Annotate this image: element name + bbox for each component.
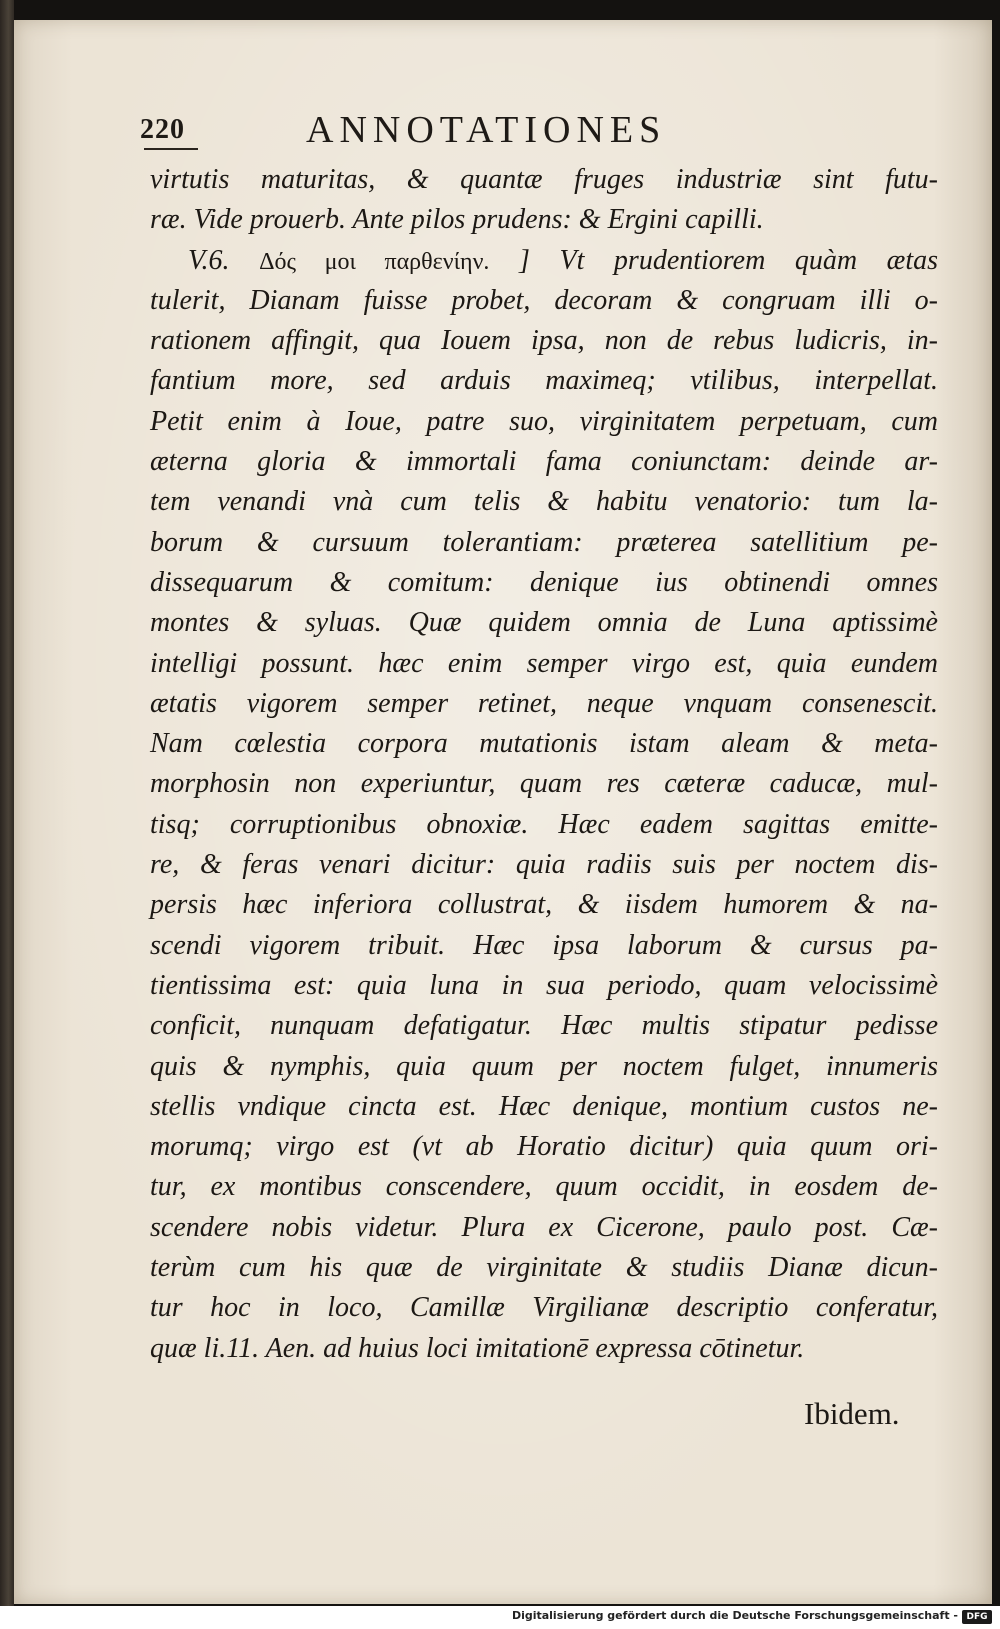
text-line (150, 724, 938, 764)
book-spine-edge (0, 0, 14, 1606)
text-line (150, 563, 938, 603)
text-line (150, 402, 938, 442)
line-text: ræ. Vide prouerb. Ante pilos prudens: & Ergini capilli. (150, 204, 764, 236)
line-text: quæ li.11. Aen. ad huius loci imitationē expressa cōtinetur. (150, 1332, 805, 1364)
text-line (150, 200, 938, 240)
line-text: quis & nymphis, quia quum per noctem fulget, innumeris (150, 1050, 938, 1082)
greek-lemma: Δός μοι παρθενίην. (259, 248, 490, 275)
text-line (150, 966, 938, 1006)
text-line (150, 281, 938, 321)
running-head: ANNOTATIONES (306, 109, 667, 151)
book-page (14, 20, 992, 1604)
text-line (150, 321, 938, 361)
text-line (150, 160, 938, 200)
footer-credit: Digitalisierung gefördert durch die Deutsche Forschungsgemeinschaft - (511, 1609, 958, 1622)
text-line (150, 1047, 938, 1087)
text-line (150, 1248, 938, 1288)
text-line (150, 805, 938, 845)
text-line (150, 644, 938, 684)
text-line (150, 1329, 938, 1369)
line-text: montes & syluas. Quæ quidem omnia de Luna aptissimè (150, 607, 938, 639)
text-line (150, 845, 938, 885)
line-text: Petit enim à Ioue, patre suo, virginitatem perpetuam, cum (150, 405, 938, 437)
line-text: æterna gloria & immortali fama coniunctam: deinde ar- (150, 446, 938, 478)
text-line (150, 1208, 938, 1248)
line-text: tur hoc in loco, Camillæ Virgilianæ descriptio conferatur, (150, 1292, 938, 1324)
text-line (150, 361, 938, 401)
line-text: virtutis maturitas, & quantæ fruges industriæ sint futu- (150, 164, 938, 195)
verse-label: V.6. (188, 244, 230, 276)
text-line (150, 241, 938, 281)
line-text: fantium more, sed arduis maximeq; vtilibus, interpellat. (150, 365, 938, 397)
line-text: borum & cursuum tolerantiam: præterea satellitium pe- (150, 526, 938, 558)
line-text: tem venandi vnà cum telis & habitu venatorio: tum la- (150, 486, 938, 518)
text-line (150, 1288, 938, 1328)
text-line (150, 1006, 938, 1046)
line-text: morumq; virgo est (vt ab Horatio dicitur) quia quum ori- (150, 1131, 938, 1163)
text-line (150, 523, 938, 563)
line-text: tisq; corruptionibus obnoxiæ. Hæc eadem sagittas emitte- (150, 808, 938, 840)
line-text: stellis vndique cincta est. Hæc denique, montium custos ne- (150, 1090, 938, 1122)
line-text: tulerit, Dianam fuisse probet, decoram & congruam illi o- (150, 284, 938, 316)
text-line (150, 885, 938, 925)
page-number-rule (144, 148, 198, 150)
line-text: ætatis vigorem semper retinet, neque vnquam consenescit. (150, 687, 938, 719)
body-text (150, 160, 938, 1369)
line-text: tur, ex montibus conscendere, quum occidit, in eosdem de- (150, 1171, 938, 1203)
line-text: persis hæc inferiora collustrat, & iisdem humorem & na- (150, 889, 938, 921)
text-line (150, 442, 938, 482)
line-text: tientissima est: quia luna in sua periodo, quam velocissimè (150, 969, 938, 1001)
text-line (150, 926, 938, 966)
line-text: re, & feras venari dicitur: quia radiis suis per noctem dis- (150, 849, 938, 881)
text-line (150, 603, 938, 643)
line-text: terùm cum his quæ de virginitate & studiis Dianæ dicun- (150, 1252, 938, 1284)
footer-bar (0, 1606, 1000, 1629)
line-text: rationem affingit, qua Iouem ipsa, non de rebus ludicris, in- (150, 325, 938, 357)
text-line (150, 764, 938, 804)
line-text: intelligi possunt. hæc enim semper virgo est, quia eundem (150, 647, 938, 679)
dfg-logo: DFG (962, 1610, 992, 1624)
line-text: conficit, nunquam defatigatur. Hæc multis stipatur pedisse (150, 1010, 938, 1042)
page-number: 220 (140, 114, 185, 145)
line-text: ] Vt prudentiorem quàm ætas (519, 244, 939, 276)
line-text: dissequarum & comitum: denique ius obtinendi omnes (150, 566, 938, 598)
line-text: scendere nobis videtur. Plura ex Cicerone, paulo post. Cæ- (150, 1211, 938, 1243)
text-line (150, 684, 938, 724)
text-line (150, 482, 938, 522)
line-text: Nam cœlestia corpora mutationis istam aleam & meta- (150, 728, 938, 760)
text-line (150, 1127, 938, 1167)
line-text: morphosin non experiuntur, quam res cæteræ caducæ, mul- (150, 768, 938, 800)
page-header (130, 108, 790, 152)
text-line (150, 1087, 938, 1127)
catchword: Ibidem. (804, 1396, 900, 1431)
text-line (150, 1167, 938, 1207)
line-text: scendi vigorem tribuit. Hæc ipsa laborum & cursus pa- (150, 929, 938, 961)
